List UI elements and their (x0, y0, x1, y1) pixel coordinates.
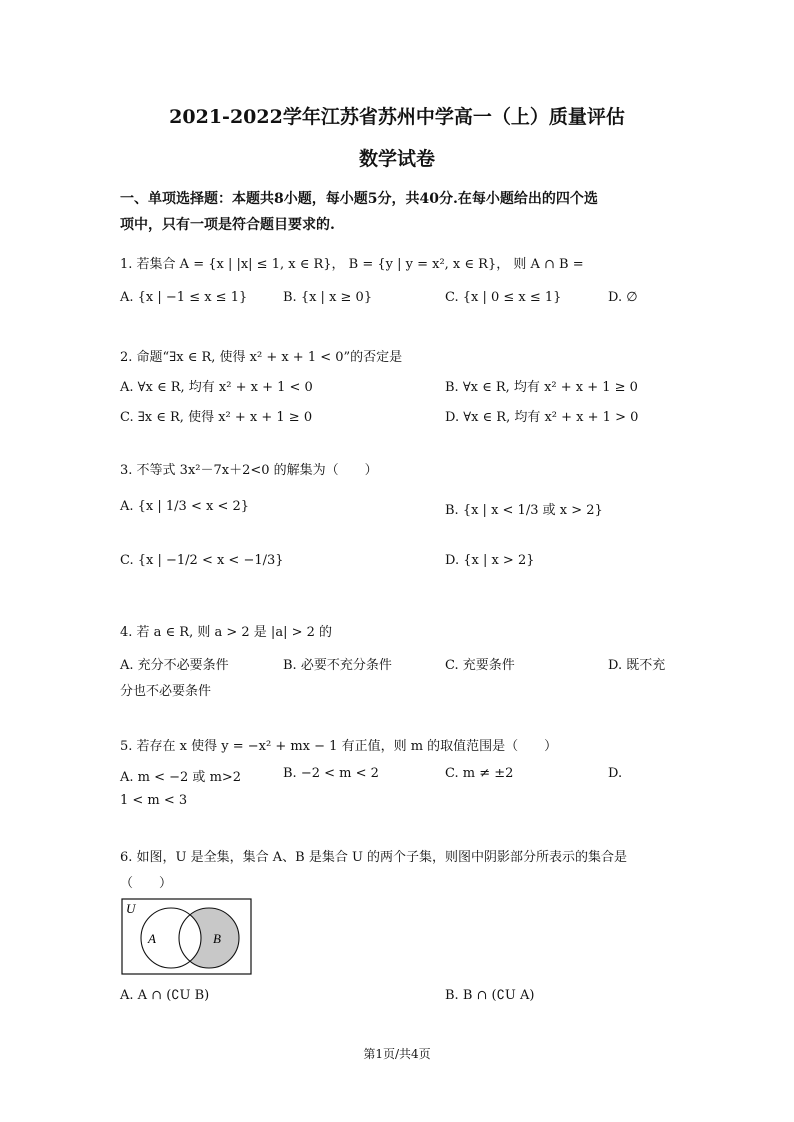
question-5-stem: 5. 若存在 x 使得 y = −x² + mx − 1 有正值，则 m 的取值范围是（ ） (120, 739, 558, 754)
question-2-option-a: A. ∀x ∈ R, 均有 x² + x + 1 < 0 (120, 380, 313, 395)
question-2-option-d: D. ∀x ∈ R, 均有 x² + x + 1 > 0 (445, 410, 639, 425)
question-4-option-d-continuation: 分也不必要条件 (120, 684, 212, 699)
question-4-option-b: B. 必要不充分条件 (283, 658, 392, 673)
set-a-label: A (148, 931, 156, 946)
section-heading-line1: 一、单项选择题：本题共8小题，每小题5分，共40分.在每小题给出的四个选 (120, 191, 598, 207)
section-heading-line2: 项中，只有一项是符合题目要求的. (120, 217, 335, 233)
question-4-option-a: A. 充分不必要条件 (120, 658, 229, 673)
question-3-option-c: C. {x | −1/2 < x < −1/3} (120, 553, 284, 568)
question-4-option-d: D. 既不充 (608, 658, 666, 673)
set-b-label: B (213, 931, 221, 946)
question-5-option-b: B. −2 < m < 2 (283, 766, 379, 781)
page-title: 2021-2022学年江苏省苏州中学高一（上）质量评估 (169, 106, 625, 128)
question-2-option-b: B. ∀x ∈ R, 均有 x² + x + 1 ≥ 0 (445, 380, 638, 395)
question-1-option-b: B. {x | x ≥ 0} (283, 290, 373, 305)
question-2-option-c: C. ∃x ∈ R, 使得 x² + x + 1 ≥ 0 (120, 410, 313, 425)
question-6-stem: 6. 如图，U 是全集，集合 A、B 是集合 U 的两个子集，则图中阴影部分所表示的集合是 (120, 850, 628, 865)
venn-diagram (121, 898, 253, 976)
universe-label: U (126, 901, 136, 916)
question-1-option-d: D. ∅ (608, 290, 638, 305)
question-5-option-c: C. m ≠ ±2 (445, 766, 514, 781)
question-3-stem: 3. 不等式 3x²－7x＋2<0 的解集为（ ） (120, 463, 378, 478)
question-1-option-c: C. {x | 0 ≤ x ≤ 1} (445, 290, 562, 305)
question-1-option-a: A. {x | −1 ≤ x ≤ 1} (120, 290, 248, 305)
question-5-option-d-continuation: 1 < m < 3 (120, 793, 188, 808)
question-6-option-b: B. B ∩ (∁U A) (445, 988, 535, 1003)
question-4-option-c: C. 充要条件 (445, 658, 515, 673)
question-5-option-a: A. m < −2 或 m>2 (120, 770, 242, 785)
page-footer: 第1页/共4页 (363, 1047, 431, 1061)
question-6-stem-line2: （ ） (120, 876, 173, 891)
question-6-option-a: A. A ∩ (∁U B) (120, 988, 210, 1003)
question-3-option-a: A. {x | 1/3 < x < 2} (120, 499, 250, 514)
question-4-stem: 4. 若 a ∈ R, 则 a > 2 是 |a| > 2 的 (120, 625, 333, 640)
question-5-option-d: D. (608, 766, 623, 781)
page-subtitle: 数学试卷 (358, 148, 435, 170)
question-2-stem: 2. 命题“∃x ∈ R, 使得 x² + x + 1 < 0”的否定是 (120, 350, 403, 365)
question-3-option-b: B. {x | x < 1/3 或 x > 2} (445, 503, 603, 518)
question-3-option-d: D. {x | x > 2} (445, 553, 535, 568)
question-1-stem: 1. 若集合 A = {x | |x| ≤ 1, x ∈ R}， B = {y | y = x², x ∈ R}， 则 A ∩ B = (120, 257, 584, 272)
